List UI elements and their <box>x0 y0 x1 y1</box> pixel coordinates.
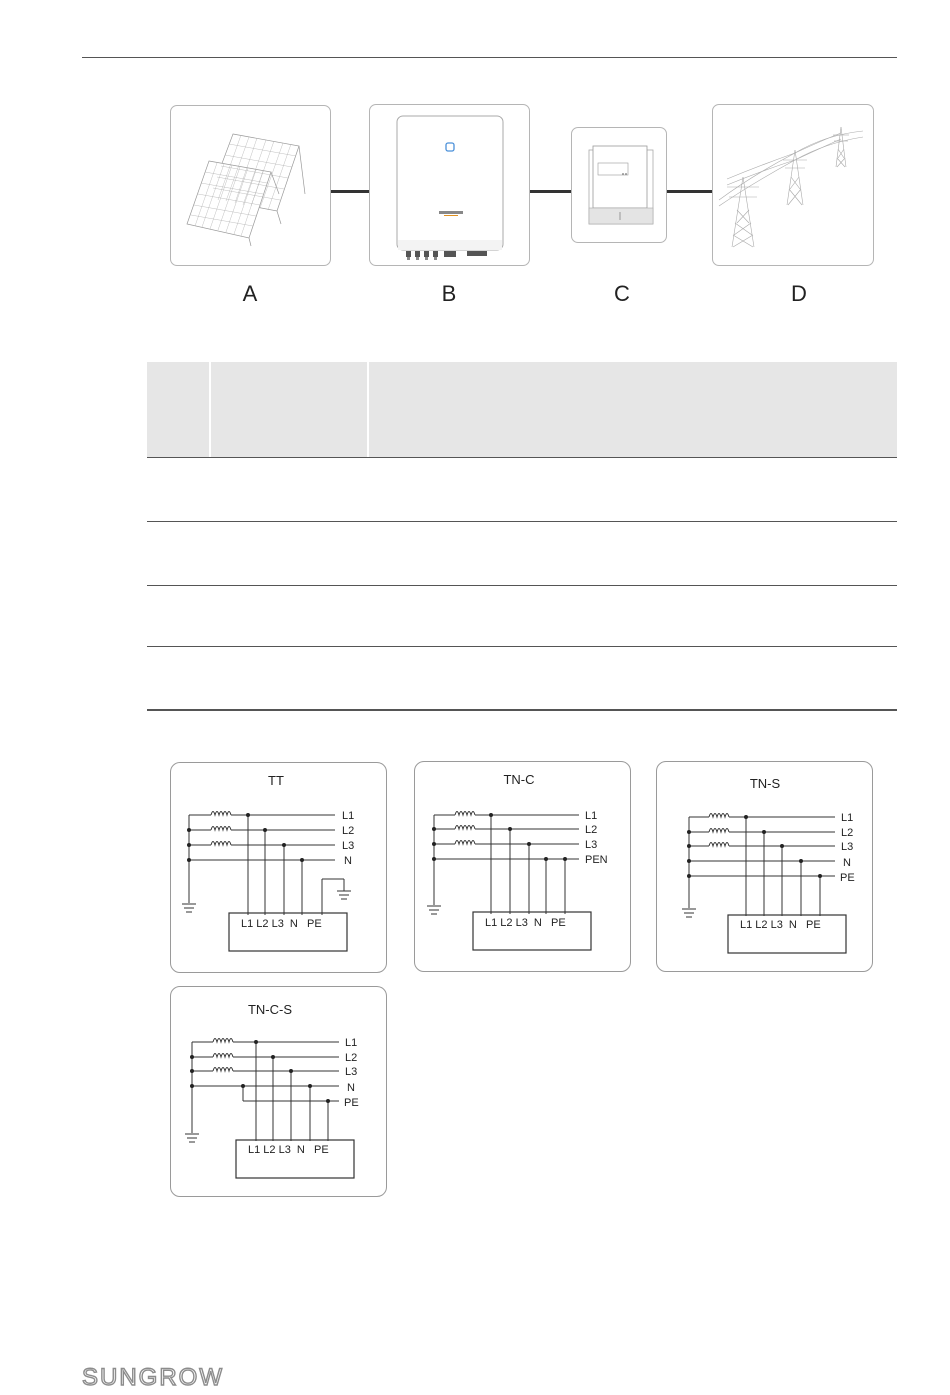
line-label: L3 <box>342 840 355 852</box>
line-label: N <box>344 855 352 867</box>
line-label: L1 <box>585 810 598 822</box>
line-label: L2 <box>342 825 355 837</box>
label-a: A <box>242 281 258 306</box>
line-label: L1 <box>342 810 355 822</box>
table-bottom-rule <box>147 709 897 711</box>
grid-panel-tn-s <box>656 761 873 972</box>
line-label: L1 <box>841 812 854 824</box>
table-header <box>147 362 897 457</box>
connector-a-b <box>331 190 370 193</box>
header-rule <box>82 57 897 58</box>
meter-illustration <box>572 128 668 244</box>
line-label: L2 <box>841 827 854 839</box>
line-label: L2 <box>585 824 598 836</box>
grid-box <box>712 104 874 266</box>
grid-panel-tn-c-s <box>170 986 387 1197</box>
connector-c-d <box>667 190 713 193</box>
terminal-labels: L1 L2 L3 N PE <box>248 1144 329 1156</box>
power-tower-illustration <box>713 105 875 267</box>
pv-array-box <box>170 105 331 266</box>
grid-title: TN-C <box>503 772 535 787</box>
terminal-labels: L1 L2 L3 N PE <box>241 918 322 930</box>
line-label: L1 <box>345 1037 358 1049</box>
table-row-divider <box>147 457 897 458</box>
line-label: N <box>347 1082 355 1094</box>
line-label: L2 <box>345 1052 358 1064</box>
table-column-divider <box>209 362 211 457</box>
brand-wordmark: SUNGROW <box>82 1365 224 1389</box>
table-row-divider <box>147 646 897 647</box>
meter-box <box>571 127 667 243</box>
grid-panel-tt <box>170 762 387 973</box>
grid-panel-tn-c <box>414 761 631 972</box>
line-label: PE <box>840 872 855 884</box>
line-label: L3 <box>345 1066 358 1078</box>
line-label: N <box>843 857 851 869</box>
label-d: D <box>791 281 807 306</box>
label-c: C <box>614 281 630 306</box>
table-row-divider <box>147 585 897 586</box>
line-label: PEN <box>585 854 608 866</box>
connector-b-c <box>530 190 572 193</box>
sungrow-logo <box>82 1365 242 1394</box>
pv-array-illustration <box>171 106 332 267</box>
grid-title: TT <box>268 773 284 788</box>
grid-title: TN-S <box>749 776 781 791</box>
line-label: L3 <box>841 841 854 853</box>
table-row-divider <box>147 521 897 522</box>
inverter-box <box>369 104 530 266</box>
label-b: B <box>441 281 457 306</box>
terminal-labels: L1 L2 L3 N PE <box>485 917 566 929</box>
inverter-illustration <box>370 105 531 267</box>
grid-title: TN-C-S <box>247 1002 293 1017</box>
line-label: PE <box>344 1097 359 1109</box>
terminal-labels: L1 L2 L3 N PE <box>740 919 821 931</box>
line-label: L3 <box>585 839 598 851</box>
table-column-divider <box>367 362 369 457</box>
